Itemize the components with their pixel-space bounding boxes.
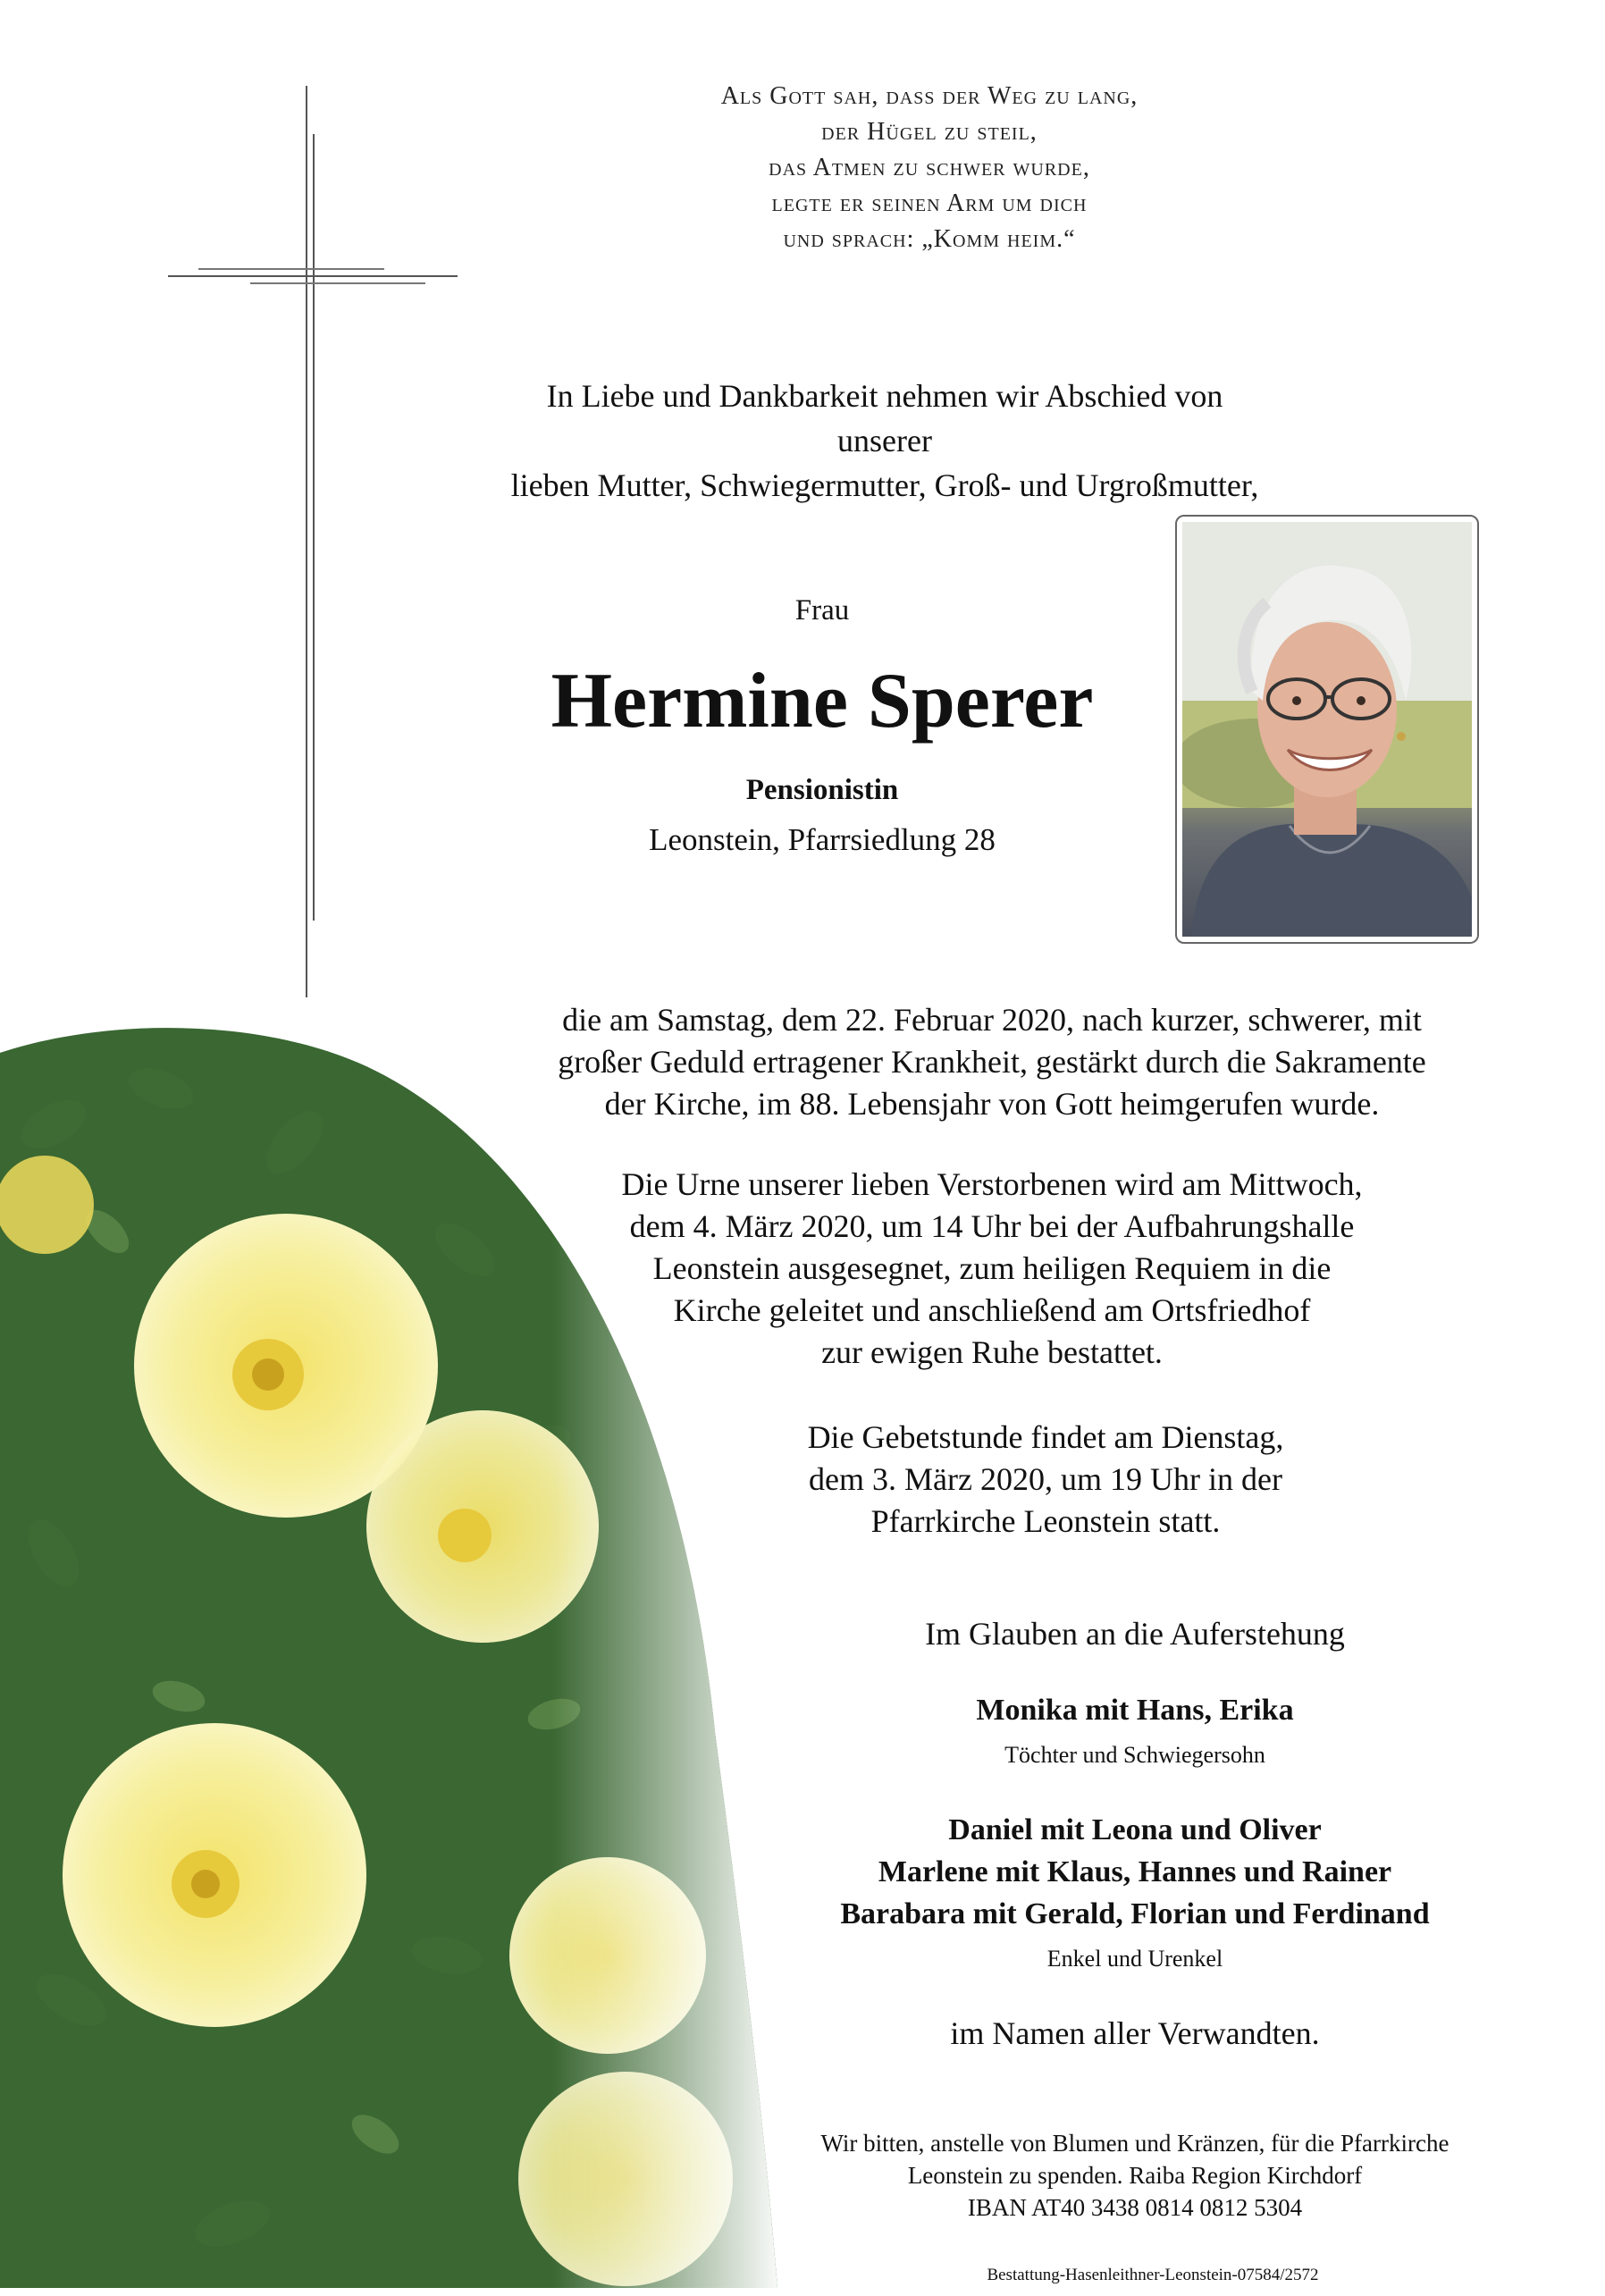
- mourners-group2-line: Daniel mit Leona und Oliver: [948, 1813, 1322, 1846]
- portrait-photo-frame: [1175, 515, 1479, 944]
- poem-line: das Atmen zu schwer wurde,: [769, 154, 1090, 181]
- intro-line: lieben Mutter, Schwiegermutter, Groß- und Urgroßmutter,: [510, 467, 1259, 503]
- mourners-group2-line: Barabara mit Gerald, Florian und Ferdinand: [840, 1897, 1430, 1930]
- deceased-address: Leonstein, Pfarrsiedlung 28: [649, 822, 996, 857]
- donation-notice: [715, 2127, 1555, 2224]
- poem: [643, 79, 1215, 257]
- urn-notice-line: Die Urne unserer lieben Verstorbenen wird am Mittwoch,: [621, 1166, 1363, 1202]
- poem-line: legte er seinen Arm um dich: [771, 189, 1088, 217]
- mourners-group1-names: Monika mit Hans, Erika: [976, 1694, 1294, 1727]
- portrait-photo: [1182, 522, 1472, 937]
- urn-notice-line: Kirche geleitet und anschließend am Ortsfriedhof: [673, 1292, 1311, 1328]
- prayer-notice-line: Die Gebetstunde findet am Dienstag,: [807, 1419, 1284, 1455]
- funeral-home-footer: Bestattung-Hasenleithner-Leonstein-07584/2572: [987, 2266, 1319, 2284]
- poem-line: Als Gott sah, dass der Weg zu lang,: [720, 82, 1139, 110]
- prayer-notice: [643, 1417, 1448, 1543]
- death-notice-line: die am Samstag, dem 22. Februar 2020, nach kurzer, schwerer, mit: [562, 1002, 1422, 1038]
- faith-line: Im Glauben an die Auferstehung: [925, 1616, 1345, 1652]
- intro-text: [500, 374, 1269, 508]
- death-notice-line: großer Geduld ertragener Krankheit, gestärkt durch die Sakramente: [558, 1044, 1426, 1080]
- deceased-title: Frau: [794, 594, 850, 627]
- poem-line: und sprach: „Komm heim.“: [783, 225, 1076, 253]
- mourners-group1-relation: Töchter und Schwiegersohn: [1004, 1742, 1265, 1768]
- urn-notice-line: dem 4. März 2020, um 14 Uhr bei der Aufbahrungshalle: [629, 1208, 1355, 1244]
- mourners-group2-line: Marlene mit Klaus, Hannes und Rainer: [878, 1855, 1392, 1888]
- poem-line: der Hügel zu steil,: [821, 118, 1038, 146]
- urn-notice: [500, 1164, 1483, 1374]
- donation-line: Wir bitten, anstelle von Blumen und Kränzen, für die Pfarrkirche: [820, 2130, 1450, 2157]
- death-notice-line: der Kirche, im 88. Lebensjahr von Gott heimgerufen wurde.: [604, 1086, 1380, 1122]
- prayer-notice-line: Pfarrkirche Leonstein statt.: [870, 1503, 1221, 1539]
- death-notice: [500, 999, 1483, 1125]
- deceased-occupation: Pensionistin: [745, 774, 899, 806]
- donation-line: Leonstein zu spenden. Raiba Region Kirchdorf: [907, 2162, 1363, 2189]
- mourners-group2-relation: Enkel und Urenkel: [1046, 1946, 1223, 1972]
- mourners-group2: [643, 1809, 1605, 1935]
- intro-line: In Liebe und Dankbarkeit nehmen wir Abschied von unserer: [546, 378, 1223, 458]
- donation-line: IBAN AT40 3438 0814 0812 5304: [967, 2194, 1303, 2221]
- deceased-name: Hermine Sperer: [550, 658, 1094, 744]
- urn-notice-line: zur ewigen Ruhe bestattet.: [821, 1334, 1163, 1370]
- closing-line: im Namen aller Verwandten.: [950, 2015, 1320, 2051]
- prayer-notice-line: dem 3. März 2020, um 19 Uhr in der: [809, 1461, 1282, 1497]
- urn-notice-line: Leonstein ausgesegnet, zum heiligen Requiem in die: [652, 1250, 1332, 1286]
